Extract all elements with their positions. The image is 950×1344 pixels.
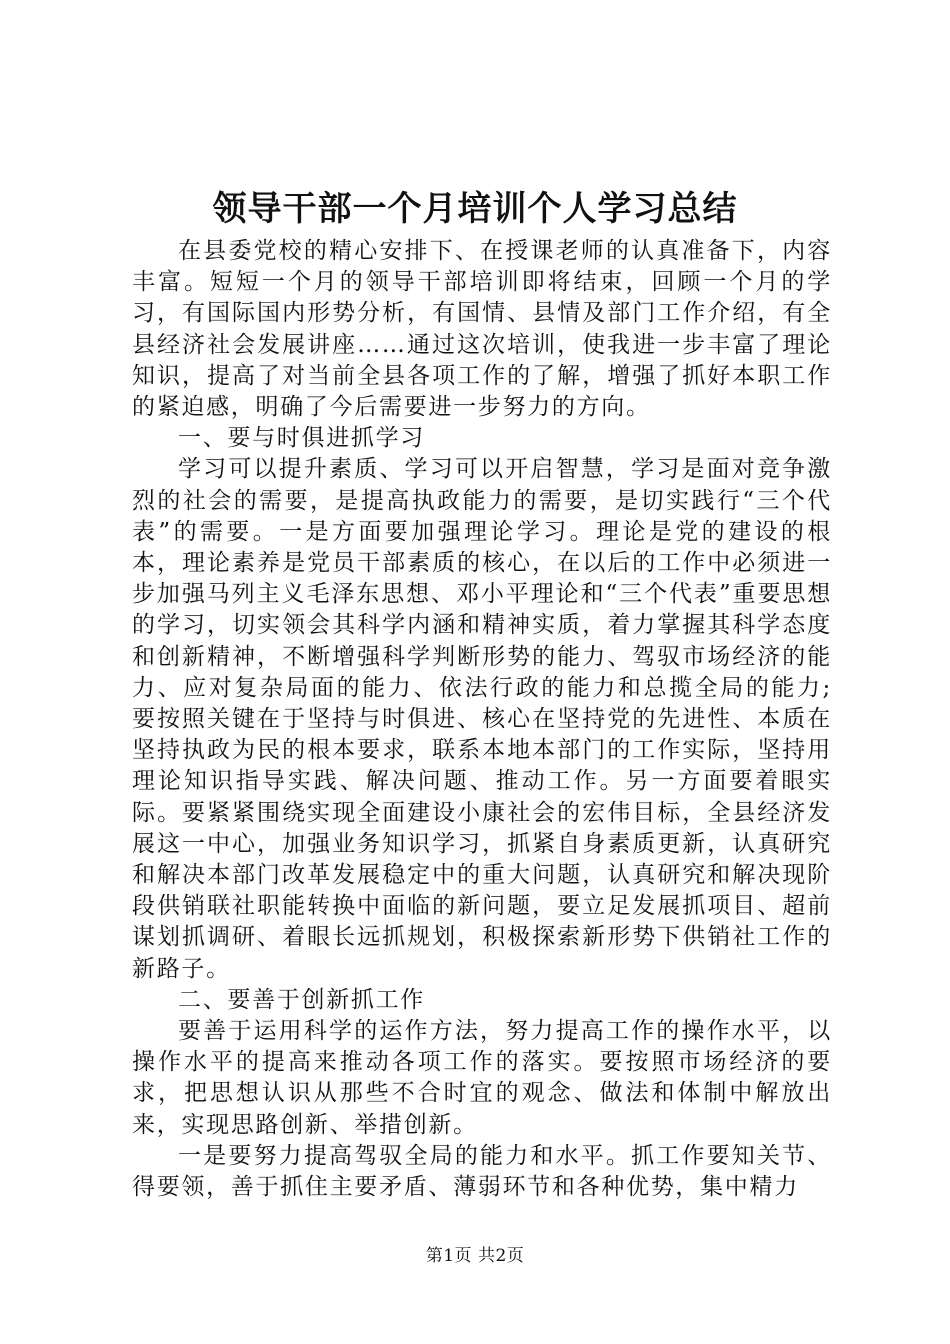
section-heading-2: 二、要善于创新抓工作 <box>178 986 425 1013</box>
section-2-paragraph-2: 一是要努力提高驾驭全局的能力和水平。抓工作要知关节、得要领，善于抓住主要矛盾、薄弱环节和各种优势，集中精力 <box>132 1142 832 1201</box>
document-body <box>132 236 832 1203</box>
document-title: 领导干部一个月培训个人学习总结 <box>212 189 738 229</box>
section-2-paragraph-1: 要善于运用科学的运作方法，努力提高工作的操作水平，以操作水平的提高来推动各项工作的落实。要按照市场经济的要求，把思想认识从那些不合时宜的观念、做法和体制中解放出来，实现思路创新、举措创新。 <box>132 1018 832 1138</box>
intro-paragraph: 在县委党校的精心安排下、在授课老师的认真准备下，内容丰富。短短一个月的领导干部培训即将结束，回顾一个月的学习，有国际国内形势分析，有国情、县情及部门工作介绍，有全县经济社会发展讲座……通过这次培训，使我进一步丰富了理论知识，提高了对当前全县各项工作的了解，增强了抓好本职工作的紧迫感，明确了今后需要进一步努力的方向。 <box>132 238 832 421</box>
page-footer: 第1页 共2页 <box>425 1246 525 1266</box>
section-1-paragraph: 学习可以提升素质、学习可以开启智慧，学习是面对竞争激烈的社会的需要，是提高执政能力的需要，是切实践行“三个代表”的需要。一是方面要加强理论学习。理论是党的建设的根本，理论素养是党员干部素质的核心，在以后的工作中必须进一步加强马列主义毛泽东思想、邓小平理论和“三个代表”重要思想的学习，切实领会其科学内涵和精神实质，着力掌握其科学态度和创新精神，不断增强科学判断形势的能力、驾驭市场经济的能力、应对复杂局面的能力、依法行政的能力和总揽全局的能力;要按照关键在于坚持与时俱进、核心在坚持党的先进性、本质在坚持执政为民的根本要求，联系本地本部门的工作实际，坚持用理论知识指导实践、解决问题、推动工作。另一方面要着眼实际。要紧紧围绕实现全面建设小康社会的宏伟目标，全县经济发展这一中心，加强业务知识学习，抓紧自身素质更新，认真研究和解决本部门改革发展稳定中的重大问题，认真研究和解决现阶段供销联社职能转换中面临的新问题，要立足发展抓项目、超前谋划抓调研、着眼长远抓规划，积极探索新形势下供销社工作的新路子。 <box>132 456 832 982</box>
section-heading-1: 一、要与时俱进抓学习 <box>178 425 425 452</box>
